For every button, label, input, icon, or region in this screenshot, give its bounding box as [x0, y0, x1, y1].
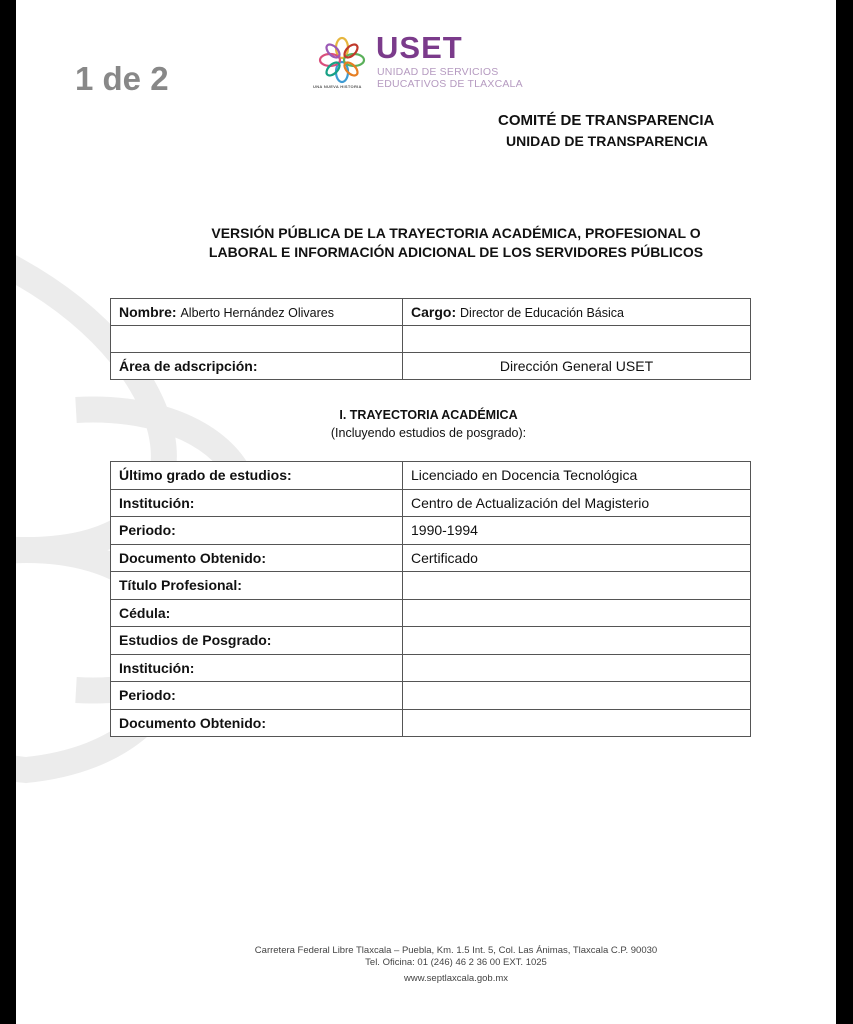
document-title-line2: LABORAL E INFORMACIÓN ADICIONAL DE LOS SERVIDORES PÚBLICOS: [208, 244, 704, 260]
row-label: Documento Obtenido:: [111, 544, 403, 572]
logo-name: USET: [376, 30, 463, 65]
row-value: [403, 682, 751, 710]
row-value: 1990-1994: [403, 517, 751, 545]
row-label: Institución:: [111, 654, 403, 682]
row-label: Documento Obtenido:: [111, 709, 403, 737]
logo-subtitle: [377, 66, 523, 90]
position-value: Director de Educación Básica: [460, 306, 624, 320]
table-row: [111, 654, 751, 682]
empty-cell: [403, 326, 751, 353]
row-value: Certificado: [403, 544, 751, 572]
identity-table: [110, 298, 751, 380]
row-value: [403, 599, 751, 627]
area-value: Dirección General USET: [403, 353, 751, 380]
row-value: Centro de Actualización del Magisterio: [403, 489, 751, 517]
table-row: [111, 353, 751, 380]
position-cell: [403, 299, 751, 326]
row-value: [403, 709, 751, 737]
logo-subtitle-line2: EDUCATIVOS DE TLAXCALA: [377, 78, 523, 90]
row-value: [403, 572, 751, 600]
table-row: [111, 572, 751, 600]
table-row: [111, 326, 751, 353]
table-row: [111, 627, 751, 655]
academic-table: [110, 461, 751, 737]
page-counter: 1 de 2: [75, 60, 169, 97]
academic-section-title: I. TRAYECTORIA ACADÉMICA: [339, 408, 518, 422]
row-label: Estudios de Posgrado:: [111, 627, 403, 655]
name-label: Nombre:: [119, 304, 177, 320]
row-label: Último grado de estudios:: [111, 462, 403, 490]
footer-phone: Tel. Oficina: 01 (246) 46 2 36 00 EXT. 1025: [365, 957, 547, 968]
row-value: [403, 654, 751, 682]
table-row: [111, 599, 751, 627]
row-label: Título Profesional:: [111, 572, 403, 600]
table-row: [111, 299, 751, 326]
area-label: Área de adscripción:: [111, 353, 403, 380]
table-row: [111, 517, 751, 545]
footer: [116, 945, 796, 985]
document-title: [116, 224, 796, 262]
footer-website-link[interactable]: www.septlaxcala.gob.mx: [403, 973, 509, 984]
row-label: Periodo:: [111, 517, 403, 545]
unit-heading: UNIDAD DE TRANSPARENCIA: [506, 133, 708, 149]
table-row: [111, 544, 751, 572]
table-row: [111, 682, 751, 710]
document-page: [16, 0, 836, 1024]
table-row: [111, 462, 751, 490]
table-row: [111, 709, 751, 737]
document-title-line1: VERSIÓN PÚBLICA DE LA TRAYECTORIA ACADÉMICA, PROFESIONAL O: [211, 225, 701, 241]
footer-address: Carretera Federal Libre Tlaxcala – Puebla, Km. 1.5 Int. 5, Col. Las Ánimas, Tlaxcala C.P. 90030: [254, 945, 658, 956]
logo-subtitle-line1: UNIDAD DE SERVICIOS: [377, 66, 499, 78]
position-label: Cargo:: [411, 304, 457, 320]
academic-section-subtitle: (Incluyendo estudios de posgrado):: [330, 426, 527, 440]
row-label: Periodo:: [111, 682, 403, 710]
table-row: [111, 489, 751, 517]
name-value: Alberto Hernández Olivares: [180, 306, 334, 320]
uset-flower-logo-icon: [318, 36, 366, 84]
row-label: Institución:: [111, 489, 403, 517]
logo-tagline: UNA NUEVA HISTORIA: [313, 84, 362, 89]
empty-cell: [111, 326, 403, 353]
row-value: Licenciado en Docencia Tecnológica: [403, 462, 751, 490]
committee-heading: COMITÉ DE TRANSPARENCIA: [498, 112, 715, 129]
row-label: Cédula:: [111, 599, 403, 627]
row-value: [403, 627, 751, 655]
name-cell: [111, 299, 403, 326]
